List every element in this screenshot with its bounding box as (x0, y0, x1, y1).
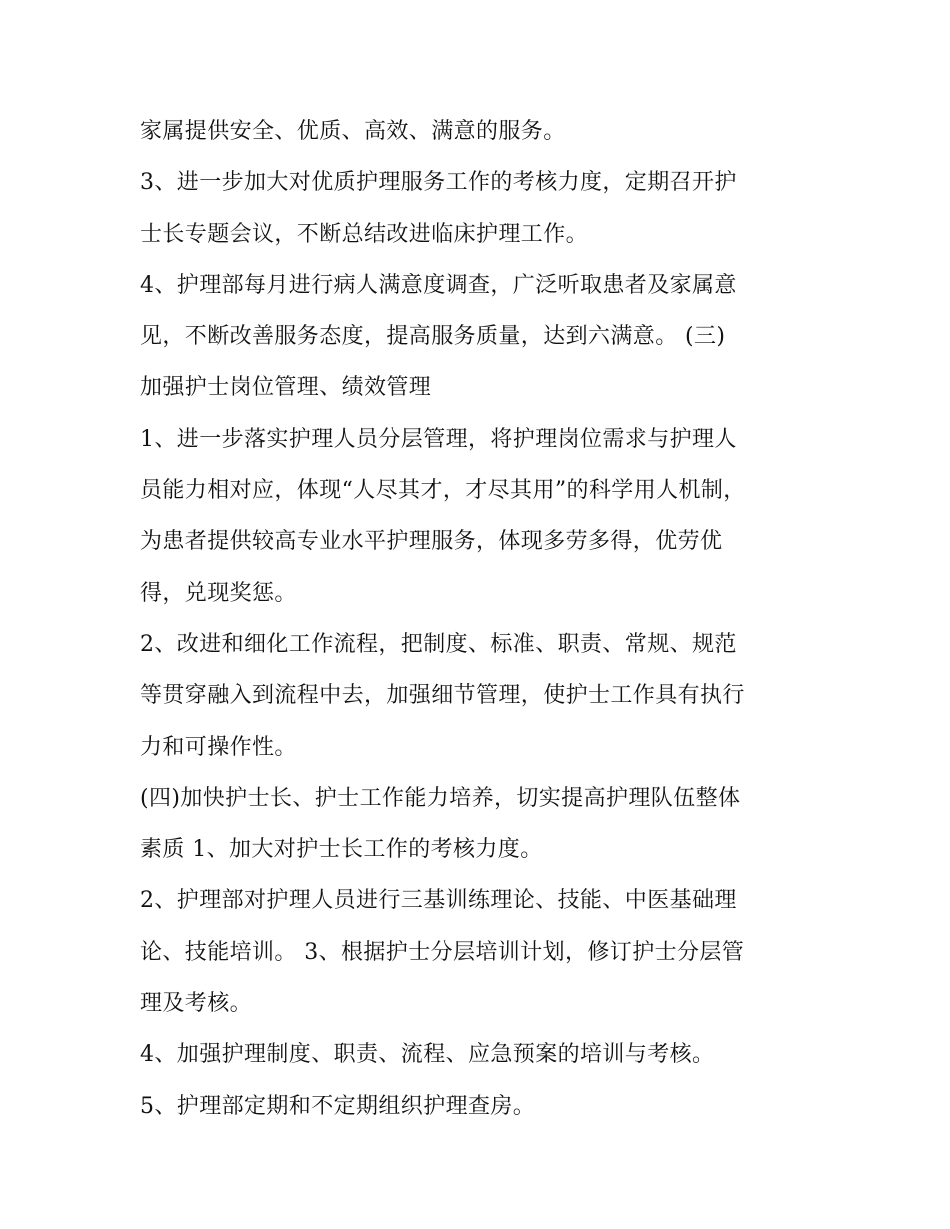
text-line: 力和可操作性。 (140, 734, 297, 760)
text-line: 士长专题会议，不断总结改进临床护理工作。 (140, 221, 589, 247)
text-line: 员能力相对应，体现“人尽其才，才尽其用”的科学用人机制， (140, 478, 746, 504)
section-heading: (四)加快护士长、护士工作能力培养，切实提高护理队伍整体 (140, 785, 741, 811)
text-line: 2、改进和细化工作流程，把制度、标准、职责、常规、规范 (140, 631, 737, 657)
text-line: 4、加强护理制度、职责、流程、应急预案的培训与考核。 (140, 1042, 715, 1068)
text-line: 5、护理部定期和不定期组织护理查房。 (140, 1093, 536, 1119)
text-line: 1、进一步落实护理人员分层管理，将护理岗位需求与护理人 (140, 426, 737, 452)
text-line: 论、技能培训。 3、根据护士分层培训计划，修订护士分层管 (140, 939, 745, 965)
text-line: 得，兑现奖惩。 (140, 580, 297, 606)
text-line: 见，不断改善服务态度，提高服务质量，达到六满意。 (三) (140, 324, 726, 350)
text-line: 等贯穿融入到流程中去，加强细节管理，使护士工作具有执行 (140, 683, 745, 709)
text-line: 理及考核。 (140, 991, 253, 1017)
section-heading: 加强护士岗位管理、绩效管理 (140, 375, 432, 401)
text-line: 2、护理部对护理人员进行三基训练理论、技能、中医基础理 (140, 888, 737, 914)
text-line: 为患者提供较高专业水平护理服务，体现多劳多得，优劳优 (140, 529, 723, 555)
text-line: 3、进一步加大对优质护理服务工作的考核力度，定期召开护 (140, 170, 737, 196)
text-line: 素质 1、加大对护士长工作的考核力度。 (140, 837, 543, 863)
text-line: 4、护理部每月进行病人满意度调查，广泛听取患者及家属意 (140, 272, 737, 298)
document-body (140, 106, 812, 1132)
text-line: 家属提供安全、优质、高效、满意的服务。 (140, 119, 566, 144)
